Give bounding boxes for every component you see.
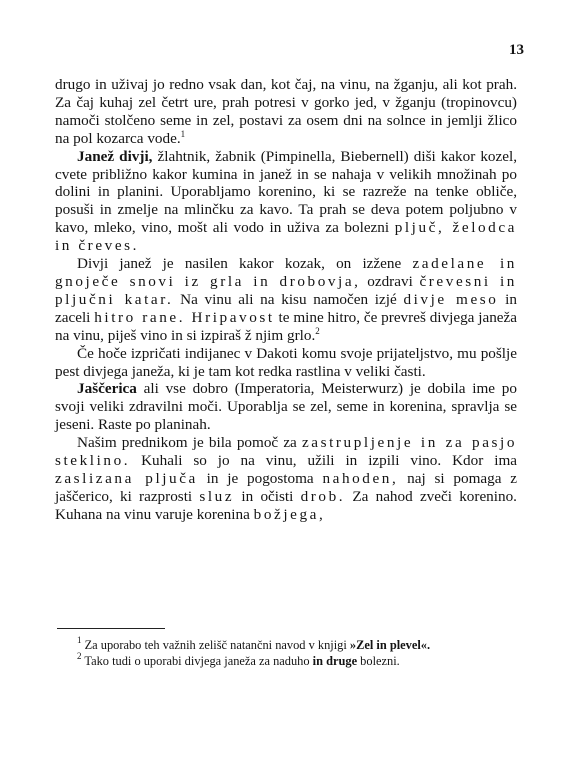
p2-spaced: pljuč, želodca in čreves. bbox=[55, 219, 517, 255]
p3-spaced-4: hitro rane. Hripavost bbox=[94, 308, 275, 326]
p3-text-5: te mine hitro, če prevreš divjega janeža na vinu, piješ vino in si izpiraš ž njim grlo. bbox=[55, 308, 518, 344]
paragraph-6 bbox=[55, 434, 517, 524]
p3-text-2: ozdravi bbox=[360, 272, 420, 290]
p6-spaced-2: zaslizana pljuča bbox=[55, 469, 198, 487]
page-number: 13 bbox=[509, 42, 524, 58]
entry-heading-janez-divji: Janež divji, bbox=[77, 147, 153, 165]
paragraph-1 bbox=[55, 76, 517, 148]
footnote-1-book-title: »Zel in plevel«. bbox=[349, 638, 431, 652]
p1-text: drugo in uživaj jo redno vsak dan, kot čaj, na vinu, na žganju, ali kot prah. Za čaj kuhaj zel četrt ure, prah potresi v gorko jed, v žganju (tropinovcu) namoči stolčeno seme in zel, postavi za osem dni na solnce in jemlji žlico na pol kozarca vode. bbox=[55, 76, 517, 147]
paragraph-3 bbox=[55, 255, 517, 345]
p6-text-3: in je pogostoma bbox=[197, 469, 323, 487]
p6-text-5: in očisti bbox=[234, 487, 301, 505]
p6-text-1: Našim prednikom je bila pomoč za bbox=[77, 434, 302, 452]
footnote-2-number: 2 bbox=[77, 651, 82, 661]
footnote-2 bbox=[55, 653, 517, 669]
p6-text-2: Kuhali so jo na vinu, užili in izpili vino. Kdor ima bbox=[130, 452, 517, 470]
p3-text-4: in zaceli bbox=[55, 290, 517, 326]
footnotes bbox=[55, 637, 517, 669]
p6-spaced-5: drob. bbox=[300, 487, 346, 505]
footnote-1 bbox=[55, 637, 517, 653]
paragraph-2 bbox=[55, 148, 517, 255]
footnote-1-number: 1 bbox=[77, 635, 82, 645]
p6-text-4: naj si pomaga z jaščerico, ki razprosti bbox=[55, 469, 517, 505]
footnote-2-bold: in druge bbox=[312, 654, 358, 668]
paragraph-4 bbox=[55, 345, 517, 381]
footnote-divider bbox=[57, 628, 165, 629]
p2-text: žlahtnik, žabnik (Pimpinella, Biebernell) diši kakor kozel, cvete približno kakor kumina in janež in se nahaja v velikih množinah po dolini in planini. Uporabljamo korenino, ki se razreže na tenke obliče, posuši in zmelje na mlinčku za kavo. Ta prah se deva potem poljubno v kavo, mleko, vino, mošt ali vodo in uživa za bolezni bbox=[55, 147, 518, 237]
p6-text-6: Za nahod zveči korenino. Kuhana na vinu varuje korenina bbox=[55, 487, 517, 523]
p3-spaced-3: divje meso bbox=[403, 290, 499, 308]
footnote-ref-1: 1 bbox=[180, 128, 186, 139]
p4-text: Če hoče izpričati indijanec v Dakoti komu svoje prijateljstvo, mu pošlje pest divjega janeža, ki je tam kot redka rastlina v veliki časti. bbox=[55, 344, 517, 380]
p3-spaced-2: črevesni in pljučni katar. bbox=[55, 272, 517, 308]
p5-text: ali vse dobro (Imperatoria, Meisterwurz) je dobila ime po svoji veliki zdravilni moči. Uporablja se zel, seme in korenina, spravlja se jeseni. Raste po planinah. bbox=[55, 380, 517, 434]
p3-text-3: Na vinu ali na kisu namočen izjé bbox=[173, 290, 404, 308]
entry-heading-jascerica: Jaščerica bbox=[77, 380, 137, 398]
main-text bbox=[55, 76, 517, 524]
p6-spaced-1: zastrupljenje in za pasjo steklino. bbox=[55, 434, 517, 470]
paragraph-5 bbox=[55, 380, 517, 434]
p6-spaced-4: sluz bbox=[199, 487, 235, 505]
footnote-2-end: bolezni. bbox=[357, 654, 400, 668]
footnote-2-text: Tako tudi o uporabi divjega janeža za naduho bbox=[84, 654, 313, 668]
p6-spaced-3: nahoden, bbox=[322, 469, 399, 487]
footnote-1-text: Za uporabo teh važnih zelišč natančni navod v knjigi bbox=[84, 638, 350, 652]
p3-spaced-1: zadelane in gnoječe snovi iz grla in drobovja, bbox=[55, 255, 517, 290]
p3-text-1: Divji janež je nasilen kakor kozak, on izžene bbox=[77, 255, 413, 273]
footnote-ref-2: 2 bbox=[315, 325, 320, 336]
p6-spaced-6: božjega, bbox=[253, 505, 326, 523]
